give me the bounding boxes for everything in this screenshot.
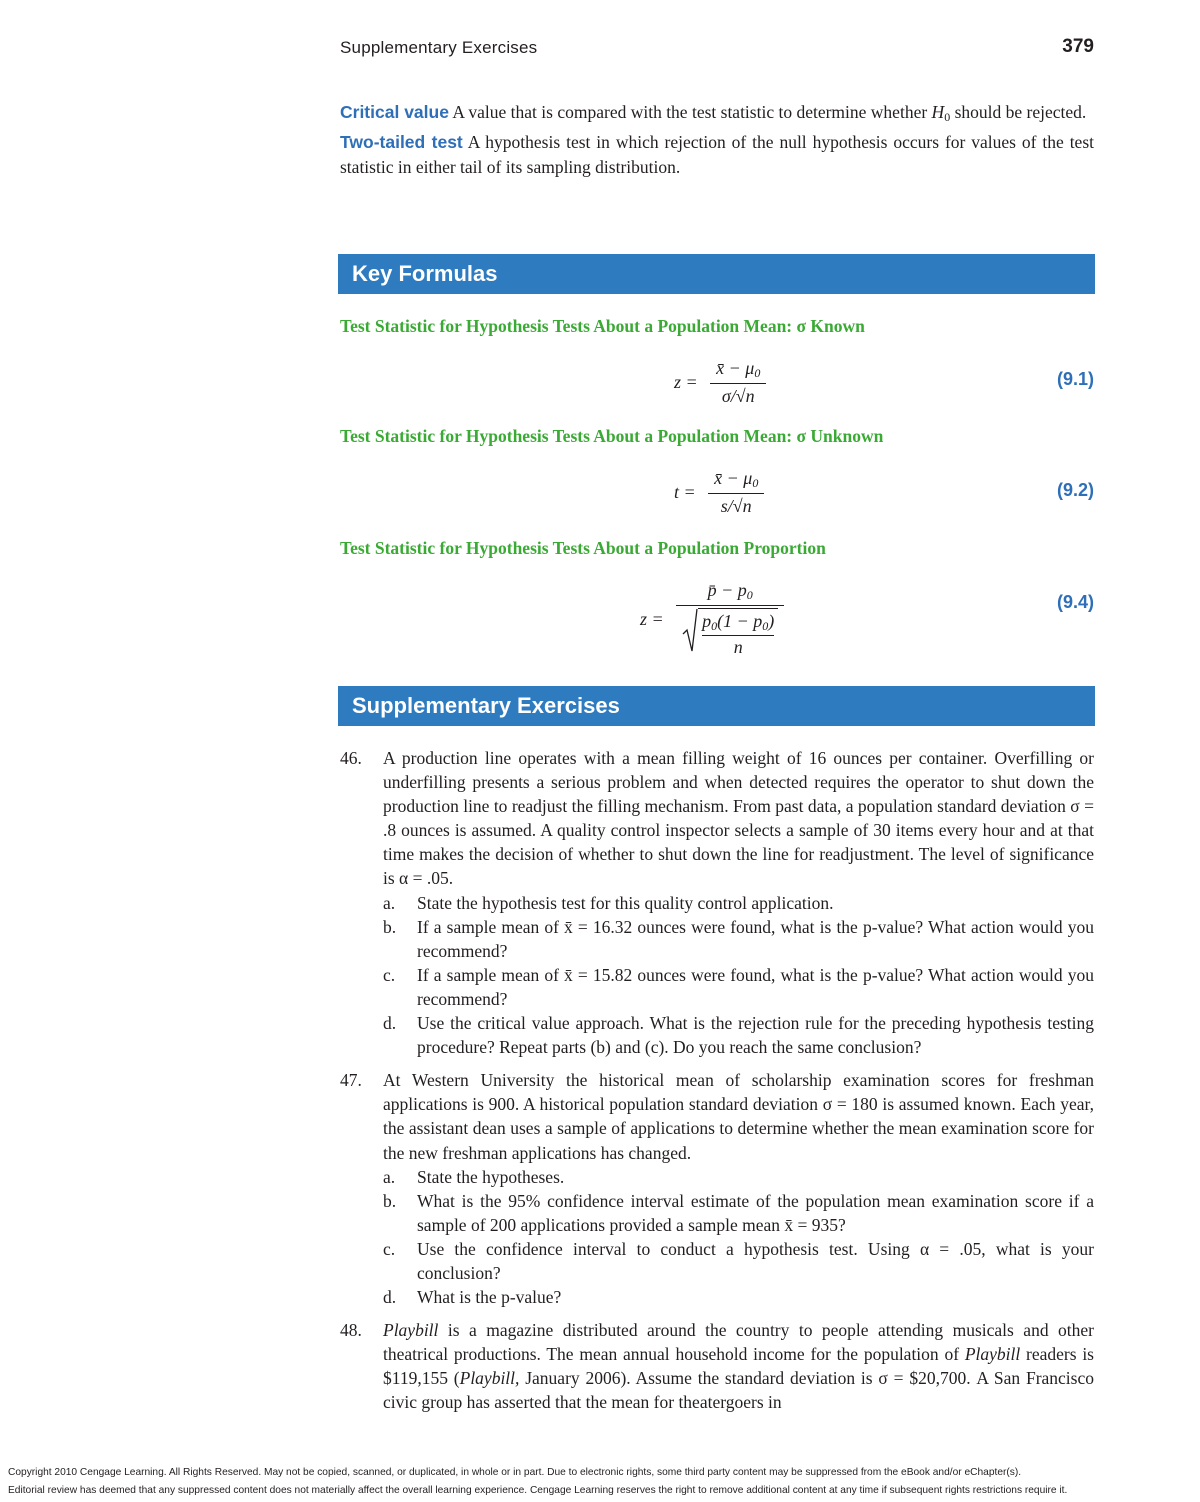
glossary-definition-end: should be rejected. xyxy=(950,102,1087,122)
formula-numerator xyxy=(710,358,766,384)
part-text: What is the p-value? xyxy=(417,1287,562,1308)
glossary xyxy=(340,100,1094,180)
square-root xyxy=(682,608,778,658)
part-text: State the hypotheses. xyxy=(417,1166,565,1187)
radicand-text: p xyxy=(702,611,712,631)
exercise-part xyxy=(383,1011,1094,1059)
exercise-46 xyxy=(340,746,1094,1059)
exercise-47 xyxy=(340,1068,1094,1309)
magazine-title: Playbill xyxy=(383,1320,439,1341)
radical-sign-icon xyxy=(682,608,698,652)
radicand-text: ) xyxy=(768,611,775,631)
exercise-number: 48. xyxy=(340,1320,362,1341)
numerator-text: x̄ − μ xyxy=(716,358,755,378)
page-number: 379 xyxy=(1062,36,1094,57)
part-text: Use the critical value approach. What is the rejection rule for the preceding hypothesis testing procedure? Repeat parts (b) and (c). Do you reach the same conclusion? xyxy=(417,1013,1094,1058)
exercise-parts xyxy=(383,1165,1094,1310)
exercise-text xyxy=(383,1318,1094,1414)
exercise-text-part: is a magazine distributed around the country to people attending musicals and other theatrical productions. The mean annual household income for the population of xyxy=(383,1320,1094,1365)
exercise-part xyxy=(383,1237,1094,1285)
numerator-text: p̄ − p xyxy=(707,580,747,600)
glossary-entry-critical-value xyxy=(340,100,1094,130)
formula-heading-sigma-known: Test Statistic for Hypothesis Tests About a Population Mean: σ Known xyxy=(340,316,865,336)
equation-number: (9.1) xyxy=(1056,369,1094,389)
formula-9-2 xyxy=(674,468,764,517)
exercise-part xyxy=(383,1165,1094,1189)
exercise-part xyxy=(383,963,1094,1011)
equation-number: (9.4) xyxy=(1056,592,1094,612)
formula-heading-proportion: Test Statistic for Hypothesis Tests About a Population Proportion xyxy=(340,538,826,558)
subscript: 0 xyxy=(944,110,951,124)
part-text: State the hypothesis test for this quality control application. xyxy=(417,892,834,913)
part-label: c. xyxy=(383,1238,396,1259)
formula-lhs: t = xyxy=(674,482,696,502)
part-text: If a sample mean of x̄ = 15.82 ounces were found, what is the p-value? What action would you recommend? xyxy=(417,964,1094,1009)
subscript: 0 xyxy=(711,619,718,633)
radicand-numerator xyxy=(702,611,774,636)
subscript: 0 xyxy=(746,588,753,602)
copyright-footer xyxy=(8,1464,1198,1500)
part-label: b. xyxy=(383,1190,397,1211)
formula-9-4 xyxy=(640,580,784,658)
part-label: d. xyxy=(383,1013,397,1034)
exercise-text-part: January 2006). Assume the standard deviation is σ = $20,700. A San Francisco civic group has asserted that the mean for theatergoers in xyxy=(383,1368,1094,1413)
copyright-line-2: Editorial review has deemed that any suppressed content does not materially affect the overall learning experience. Cengage Learning reserves the right to remove additional content at any time if subsequent rights restrictions require it. xyxy=(8,1485,1068,1496)
exercise-list xyxy=(340,746,1094,1424)
formula-9-1 xyxy=(674,358,766,407)
numerator-text: x̄ − μ xyxy=(714,468,753,488)
key-formulas-banner: Key Formulas xyxy=(338,254,1095,294)
running-header xyxy=(340,36,1094,66)
part-label: a. xyxy=(383,1166,396,1187)
exercise-text: At Western University the historical mean of scholarship examination scores for freshman applications is 900. A historical population standard deviation σ = 180 is assumed known. Each year, the assistant dean uses a sample of applications to determine whether the mean examination score for the new freshman applications has changed. xyxy=(383,1070,1094,1163)
exercise-48 xyxy=(340,1318,1094,1414)
radicand-text: (1 − p xyxy=(717,611,763,631)
formula-lhs: z = xyxy=(674,372,698,392)
glossary-definition: A hypothesis test in which rejection of the null hypothesis occurs for values of the test statistic in either tail of its sampling distribution. xyxy=(340,132,1094,177)
exercise-text: A production line operates with a mean filling weight of 16 ounces per container. Overfilling or underfilling presents a serious problem and when detected requires the operator to shut down the production line to readjust the filling mechanism. From past data, a population standard deviation σ = .8 ounces is assumed. A quality control inspector selects a sample of 30 items every hour and at that time makes the decision of whether to shut down the line for readjustment. The level of significance is α = .05. xyxy=(383,748,1094,889)
subscript: 0 xyxy=(754,366,761,380)
subscript: 0 xyxy=(762,619,769,633)
part-text: Use the confidence interval to conduct a hypothesis test. Using α = .05, what is your conclusion? xyxy=(417,1238,1094,1283)
exercise-part xyxy=(383,1189,1094,1237)
exercise-part xyxy=(383,915,1094,963)
part-label: c. xyxy=(383,964,396,985)
magazine-title: Playbill, xyxy=(459,1368,520,1389)
part-text: If a sample mean of x̄ = 16.32 ounces were found, what is the p-value? What action would you recommend? xyxy=(417,916,1094,961)
glossary-entry-two-tailed-test xyxy=(340,130,1094,180)
part-label: b. xyxy=(383,916,397,937)
part-label: d. xyxy=(383,1287,397,1308)
subscript: 0 xyxy=(752,476,759,490)
formula-fraction xyxy=(676,580,784,658)
glossary-term: Critical value xyxy=(340,102,449,122)
formula-fraction xyxy=(710,358,766,407)
exercise-text-part: readers is $119,155 ( xyxy=(383,1344,1094,1389)
formula-denominator: σ/√n xyxy=(721,386,755,406)
radicand-denominator: n xyxy=(733,637,743,657)
exercise-part xyxy=(383,1285,1094,1309)
formula-lhs: z = xyxy=(640,608,664,629)
null-hypothesis-symbol: H xyxy=(931,102,945,122)
glossary-term: Two-tailed test xyxy=(340,132,463,152)
formula-denominator: s/√n xyxy=(720,496,752,516)
running-title: Supplementary Exercises xyxy=(340,38,538,57)
formula-numerator xyxy=(676,580,784,606)
formula-numerator xyxy=(708,468,764,494)
formula-denominator xyxy=(676,606,784,658)
exercise-parts xyxy=(383,891,1094,1060)
exercise-part xyxy=(383,891,1094,915)
part-text: What is the 95% confidence interval estimate of the population mean examination score if a sample of 200 applications provided a sample mean x̄ = 935? xyxy=(417,1190,1094,1235)
part-label: a. xyxy=(383,892,396,913)
exercise-number: 46. xyxy=(340,748,362,768)
magazine-title: Playbill xyxy=(964,1344,1021,1365)
supplementary-exercises-banner: Supplementary Exercises xyxy=(338,686,1095,726)
glossary-definition: A value that is compared with the test statistic to determine whether xyxy=(448,102,932,122)
formula-fraction xyxy=(708,468,764,517)
copyright-line-1: Copyright 2010 Cengage Learning. All Rights Reserved. May not be copied, scanned, or duplicated, in whole or in part. Due to electronic rights, some third party content may be suppressed from the eBook and/or eChapter(s). xyxy=(8,1467,1022,1478)
exercise-number: 47. xyxy=(340,1070,362,1091)
equation-number: (9.2) xyxy=(1056,480,1094,500)
radicand xyxy=(698,608,778,658)
formula-heading-sigma-unknown: Test Statistic for Hypothesis Tests About a Population Mean: σ Unknown xyxy=(340,426,884,446)
